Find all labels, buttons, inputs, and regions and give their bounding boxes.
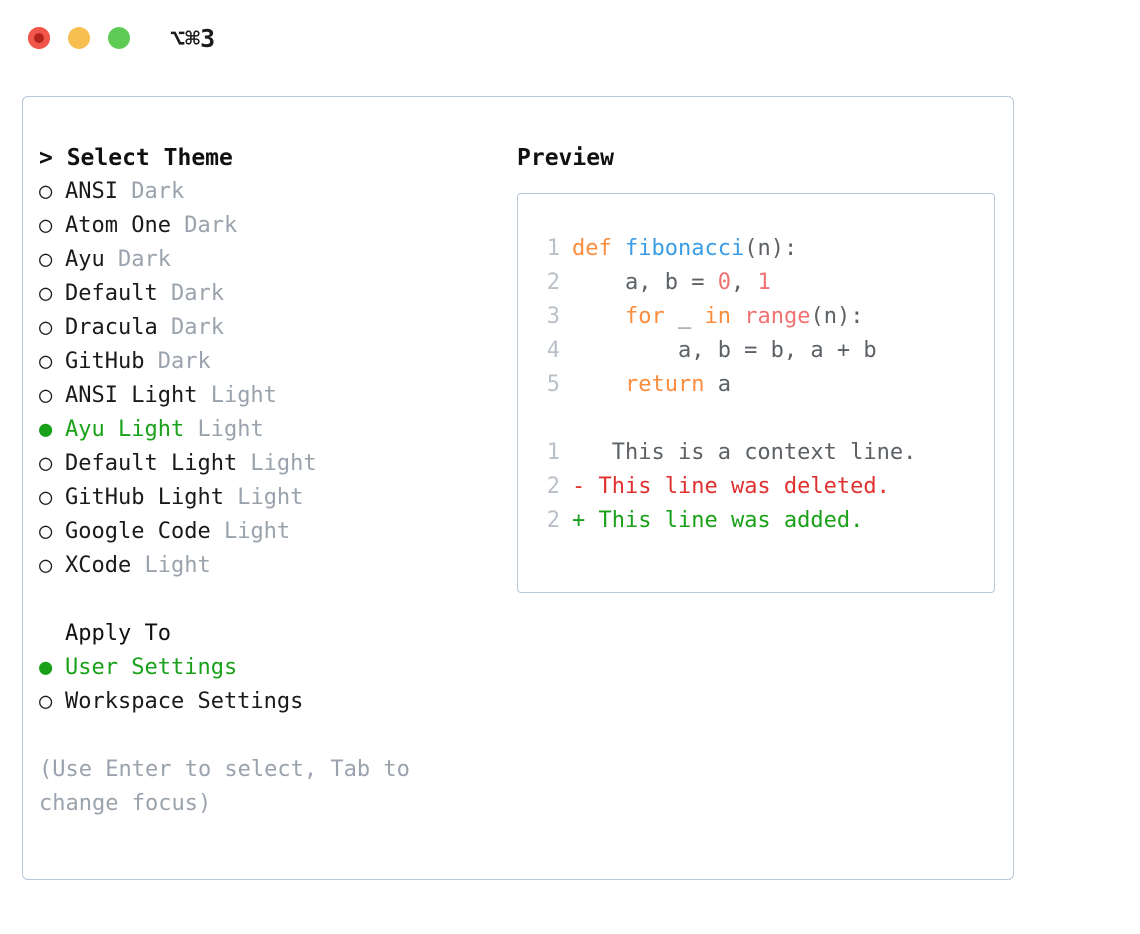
theme-variant-tag: Dark [117, 179, 185, 204]
theme-name-label: ANSI Light [65, 383, 198, 408]
code-token: a, b = [572, 270, 718, 295]
line-number: 1 [546, 440, 560, 465]
theme-variant-tag: Dark [104, 247, 171, 272]
apply-to-heading: Apply To [65, 621, 171, 646]
diff-sample [538, 436, 994, 538]
theme-variant-tag: Light [210, 519, 291, 544]
theme-list [39, 175, 489, 583]
theme-list-item[interactable] [39, 311, 489, 345]
preview-column [517, 141, 1017, 593]
code-token: 0 [717, 270, 731, 295]
code-sample [538, 232, 994, 402]
radio-unselected-icon: ○ [39, 383, 53, 408]
theme-name-label: Default Light [65, 451, 238, 476]
theme-list-item[interactable] [39, 277, 489, 311]
code-line [538, 300, 994, 334]
theme-name-label: Ayu [65, 247, 105, 272]
radio-unselected-icon: ○ [39, 247, 53, 272]
apply-to-label: User Settings [65, 655, 238, 680]
radio-selected-icon: ● [39, 417, 53, 442]
diff-line [538, 504, 994, 538]
code-token: for [624, 304, 665, 329]
theme-name-label: Google Code [65, 519, 211, 544]
theme-name-label: ANSI [65, 179, 118, 204]
theme-name-label: GitHub Light [65, 485, 224, 510]
code-token: (n): [744, 236, 798, 261]
radio-unselected-icon: ○ [39, 485, 53, 510]
code-token [572, 304, 625, 329]
theme-list-item[interactable] [39, 379, 489, 413]
diff-line [538, 470, 994, 504]
radio-selected-icon: ● [39, 655, 53, 680]
theme-variant-tag: Light [131, 553, 211, 578]
theme-variant-tag: Dark [144, 349, 211, 374]
minimize-window-button[interactable] [68, 27, 90, 49]
diff-sign [572, 440, 585, 465]
line-number: 2 [546, 474, 560, 499]
theme-variant-tag: Light [197, 383, 277, 408]
code-token: a [704, 372, 731, 397]
diff-text: This line was added. [585, 508, 864, 533]
theme-name-label: Atom One [65, 213, 171, 238]
theme-name-label: Dracula [65, 315, 158, 340]
diff-sign: - [572, 474, 586, 499]
preview-box [517, 193, 995, 593]
line-number: 2 [546, 270, 560, 295]
select-theme-heading: > Select Theme [39, 145, 233, 171]
theme-list-item[interactable] [39, 447, 489, 481]
theme-list-item[interactable] [39, 175, 489, 209]
code-token [572, 372, 625, 397]
code-line [538, 334, 994, 368]
diff-text: This is a context line. [585, 440, 917, 465]
radio-unselected-icon: ○ [39, 553, 53, 578]
keyboard-hint: (Use Enter to select, Tab to change focus) [39, 757, 410, 816]
theme-list-column [39, 141, 489, 821]
hint-spacer [39, 719, 489, 753]
radio-unselected-icon: ○ [39, 213, 53, 238]
radio-unselected-icon: ○ [39, 315, 53, 340]
theme-variant-tag: Light [223, 485, 304, 510]
list-spacer [39, 583, 489, 617]
code-token: in [704, 304, 731, 329]
code-line [538, 232, 994, 266]
radio-unselected-icon: ○ [39, 451, 53, 476]
radio-unselected-icon: ○ [39, 349, 53, 374]
theme-list-item[interactable] [39, 515, 489, 549]
code-line [538, 368, 994, 402]
diff-text: This line was deleted. [585, 474, 890, 499]
line-number: 1 [546, 236, 560, 261]
code-token [731, 304, 744, 329]
theme-name-label: XCode [65, 553, 132, 578]
diff-sign: + [572, 508, 586, 533]
code-token: , [730, 270, 758, 295]
apply-to-list [39, 651, 489, 719]
code-token: return [624, 372, 705, 397]
apply-to-option[interactable] [39, 685, 489, 719]
line-number: 3 [546, 304, 560, 329]
code-token: range [744, 304, 811, 329]
title-bar [0, 0, 1140, 76]
code-token: _ [664, 304, 705, 329]
close-window-button[interactable] [28, 27, 50, 49]
radio-unselected-icon: ○ [39, 281, 53, 306]
code-line [538, 266, 994, 300]
apply-to-option[interactable] [39, 651, 489, 685]
radio-unselected-icon: ○ [39, 689, 53, 714]
code-diff-spacer [538, 402, 994, 436]
code-token: def [572, 236, 625, 261]
radio-unselected-icon: ○ [39, 519, 53, 544]
maximize-window-button[interactable] [108, 27, 130, 49]
theme-variant-tag: Light [237, 451, 317, 476]
theme-variant-tag: Dark [170, 213, 238, 238]
theme-list-item[interactable] [39, 209, 489, 243]
code-token: (n): [810, 304, 864, 329]
theme-list-item[interactable] [39, 549, 489, 583]
code-token: 1 [757, 270, 771, 295]
theme-variant-tag: Light [184, 417, 264, 442]
theme-variant-tag: Dark [157, 315, 224, 340]
apply-to-label: Workspace Settings [65, 689, 304, 714]
keyboard-shortcut-label: ⌥⌘3 [170, 23, 216, 53]
code-token: fibonacci [624, 236, 745, 261]
theme-name-label: Ayu Light [65, 417, 185, 442]
theme-name-label: GitHub [65, 349, 145, 374]
theme-name-label: Default [65, 281, 158, 306]
theme-list-item[interactable] [39, 413, 489, 447]
diff-line [538, 436, 994, 470]
code-token: a, b = b, a + b [572, 338, 877, 363]
line-number: 5 [546, 372, 560, 397]
radio-unselected-icon: ○ [39, 179, 53, 204]
line-number: 4 [546, 338, 560, 363]
theme-variant-tag: Dark [157, 281, 224, 306]
theme-list-item[interactable] [39, 345, 489, 379]
preview-heading: Preview [517, 145, 614, 171]
theme-list-item[interactable] [39, 481, 489, 515]
theme-list-item[interactable] [39, 243, 489, 277]
line-number: 2 [546, 508, 560, 533]
theme-picker-panel [22, 96, 1014, 880]
